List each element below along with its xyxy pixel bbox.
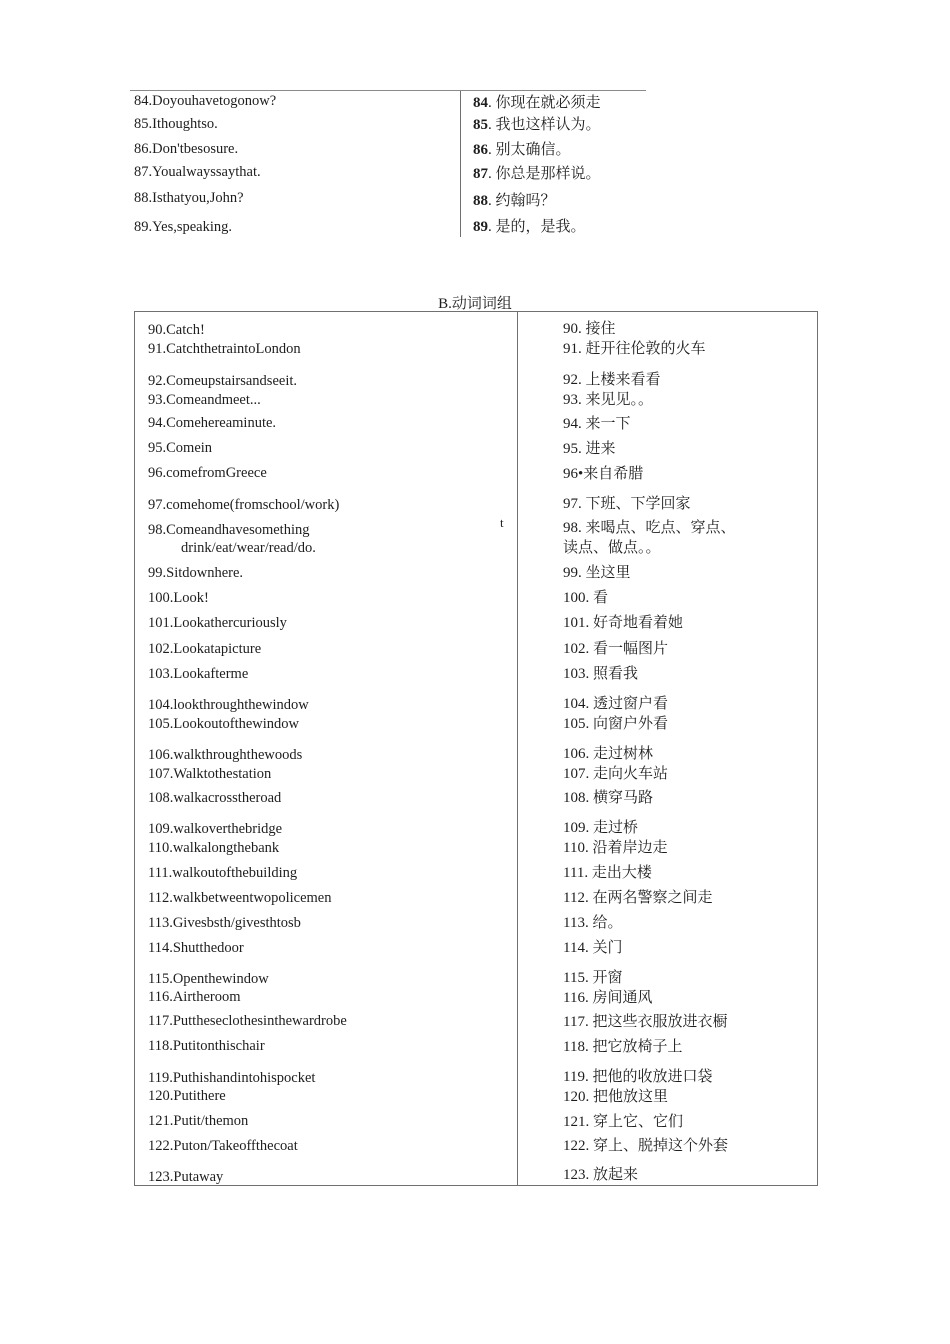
english-phrase: 103.Lookafterme (148, 666, 249, 682)
english-phrase: 92.Comeupstairsandseeit. (148, 373, 298, 389)
chinese-translation: 121. 穿上它、它们 (563, 1114, 684, 1130)
english-phrase: 119.Puthishandintohispocket (148, 1070, 316, 1086)
chinese-translation: 101. 好奇地看着她 (563, 615, 684, 631)
chinese-translation: 91. 赶开往伦敦的火车 (563, 341, 706, 357)
chinese-translation: 96•来自希腊 (563, 466, 644, 482)
chinese-translation (473, 166, 601, 183)
english-phrase: 115.Openthewindow (148, 971, 269, 987)
english-phrase: 112.walkbetweentwopolicemen (148, 890, 332, 906)
chinese-translation: 116. 房间通风 (563, 990, 653, 1006)
chinese-translation: 102. 看一幅图片 (563, 641, 669, 657)
chinese-translation: 119. 把他的收放进口袋 (563, 1069, 713, 1085)
english-phrase: 109.walkoverthebridge (148, 821, 283, 837)
english-phrase: 84.Doyouhavetogonow? (134, 93, 277, 109)
phrase-table-b (134, 311, 818, 1186)
item-number: 88 (473, 193, 488, 209)
chinese-translation: 90. 接住 (563, 321, 616, 337)
chinese-translation: 122. 穿上、脱掉这个外套 (563, 1138, 729, 1154)
english-phrase: 116.Airtheroom (148, 989, 241, 1005)
english-phrase: 106.walkthroughthewoods (148, 747, 303, 763)
english-phrase: 120.Putithere (148, 1088, 226, 1104)
chinese-translation: 93. 来见见。。 (563, 392, 654, 408)
chinese-translation: 120. 把他放这里 (563, 1089, 669, 1105)
chinese-translation: 92. 上楼来看看 (563, 372, 661, 388)
english-phrase: 87.Youalwayssaythat. (134, 164, 261, 180)
english-phrase: 90.Catch! (148, 322, 205, 338)
translation-text: . 约翰吗？ (488, 193, 556, 209)
translation-text: . 你总是那样说。 (488, 166, 601, 182)
chinese-translation: 108. 横穿马路 (563, 790, 654, 806)
english-phrase: 101.Lookathercuriously (148, 615, 287, 631)
translation-text: . 我也这样认为。 (488, 117, 601, 133)
item-number: 87 (473, 166, 488, 182)
english-phrase: 96.comefromGreece (148, 465, 267, 481)
chinese-translation: 107. 走向火车站 (563, 766, 669, 782)
english-phrase: 91.CatchthetraintoLondon (148, 341, 301, 357)
chinese-translation: 118. 把它放椅子上 (563, 1039, 683, 1055)
english-phrase: 97.comehome(fromschool/work) (148, 497, 340, 513)
english-phrase: 95.Comein (148, 440, 213, 456)
stray-mark: t (500, 515, 504, 530)
english-phrase: 105.Lookoutofthewindow (148, 716, 300, 732)
chinese-translation: 114. 关门 (563, 940, 623, 956)
chinese-translation: 117. 把这些衣服放进衣橱 (563, 1014, 728, 1030)
english-phrase: 114.Shutthedoor (148, 940, 244, 956)
chinese-translation (473, 117, 601, 134)
item-number: 89 (473, 219, 488, 235)
chinese-translation: 106. 走过树林 (563, 746, 654, 762)
english-phrase: 89.Yes,speaking. (134, 219, 233, 235)
chinese-translation: 95. 进来 (563, 441, 616, 457)
section-title: B.动词词组 (438, 296, 512, 312)
chinese-translation-continuation: 读点、做点。。 (563, 540, 661, 556)
english-phrase: 100.Look! (148, 590, 209, 606)
english-phrase: 85.Ithoughtso. (134, 116, 218, 132)
english-phrase: 99.Sitdownhere. (148, 565, 244, 581)
chinese-translation: 105. 向窗户外看 (563, 716, 669, 732)
english-phrase: 123.Putaway (148, 1169, 224, 1185)
english-phrase: 118.Putitonthischair (148, 1038, 265, 1054)
chinese-translation: 110. 沿着岸边走 (563, 840, 668, 856)
item-number: 84 (473, 95, 488, 111)
english-phrase: 110.walkalongthebank (148, 840, 280, 856)
chinese-translation: 109. 走过桥 (563, 820, 639, 836)
english-phrase: 93.Comeandmeet... (148, 392, 261, 408)
chinese-translation: 104. 透过窗户看 (563, 696, 669, 712)
translation-text: . 你现在就必须走 (488, 95, 601, 111)
english-phrase: 94.Comehereaminute. (148, 415, 277, 431)
chinese-translation: 103. 照看我 (563, 666, 639, 682)
translation-text: . 是的，是我。 (488, 219, 586, 235)
chinese-translation (473, 193, 556, 210)
item-number: 86 (473, 142, 488, 158)
chinese-translation (473, 142, 571, 159)
column-divider (517, 312, 518, 1185)
chinese-translation (473, 219, 586, 236)
english-phrase: 111.walkoutofthebuilding (148, 865, 298, 881)
english-phrase: 108.walkacrosstheroad (148, 790, 282, 806)
english-phrase: 113.Givesbsth/givesthtosb (148, 915, 301, 931)
english-phrase: 121.Putit/themon (148, 1113, 249, 1129)
chinese-translation: 97. 下班、下学回家 (563, 496, 691, 512)
english-phrase: 107.Walktothestation (148, 766, 272, 782)
chinese-translation: 123. 放起来 (563, 1167, 639, 1183)
english-phrase: 86.Don'tbesosure. (134, 141, 239, 157)
chinese-translation: 98. 来喝点、吃点、穿点、 (563, 520, 736, 536)
english-phrase: 104.lookthroughthewindow (148, 697, 309, 713)
english-phrase: 102.Lookatapicture (148, 641, 262, 657)
chinese-translation: 113. 给。 (563, 915, 623, 931)
english-phrase-continuation: drink/eat/wear/read/do. (181, 540, 316, 556)
english-phrase: 98.Comeandhavesomething (148, 522, 310, 538)
english-phrase: 117.Puttheseclothesinthewardrobe (148, 1013, 347, 1029)
phrase-table-a (130, 90, 646, 237)
chinese-translation: 94. 来一下 (563, 416, 631, 432)
chinese-translation (473, 95, 601, 112)
item-number: 85 (473, 117, 488, 133)
english-phrase: 122.Puton/Takeoffthecoat (148, 1138, 298, 1154)
translation-text: . 别太确信。 (488, 142, 571, 158)
chinese-translation: 111. 走出大楼 (563, 865, 652, 881)
chinese-translation: 100. 看 (563, 590, 609, 606)
chinese-translation: 99. 坐这里 (563, 565, 631, 581)
chinese-translation: 112. 在两名警察之间走 (563, 890, 713, 906)
column-divider (460, 91, 461, 237)
chinese-translation: 115. 开窗 (563, 970, 623, 986)
english-phrase: 88.Isthatyou,John? (134, 190, 244, 206)
